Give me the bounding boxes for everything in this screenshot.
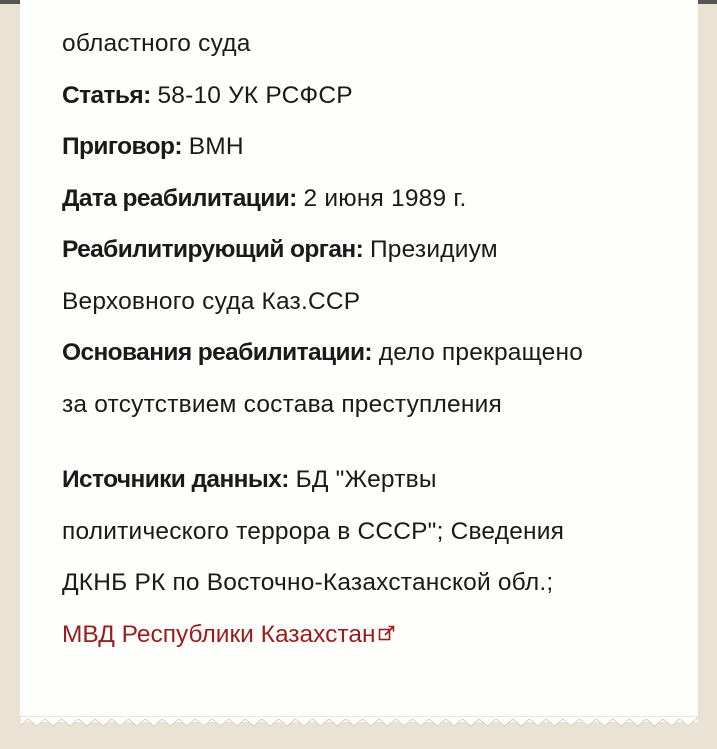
rehab-date-line bbox=[62, 173, 682, 225]
rehab-body-value: Президиум bbox=[370, 236, 498, 263]
mvd-link-text[interactable]: МВД Республики Казахстан bbox=[62, 620, 376, 648]
court-line bbox=[62, 18, 682, 70]
sources-line-3 bbox=[62, 557, 682, 609]
record-content bbox=[62, 18, 682, 660]
rehab-body-line bbox=[62, 224, 682, 276]
external-link-icon[interactable] bbox=[378, 624, 396, 642]
sources-text-cont-2: ДКНБ РК по Восточно-Казахстанской обл.; bbox=[62, 569, 554, 596]
rehab-grounds-value: дело прекращено bbox=[378, 339, 584, 366]
rehab-grounds-line bbox=[62, 327, 682, 379]
verdict-label: Приговор: bbox=[62, 133, 182, 160]
article-value: 58-10 УК РСФСР bbox=[157, 81, 353, 109]
sources-text: БД "Жертвы bbox=[295, 466, 437, 493]
sources-line bbox=[62, 454, 682, 506]
rehab-grounds-value-cont: за отсутствием состава преступления bbox=[62, 390, 502, 418]
torn-paper-edge bbox=[20, 716, 698, 730]
sources-line-4 bbox=[62, 609, 682, 661]
rehab-grounds-label: Основания реабилитации: bbox=[62, 339, 372, 366]
rehab-date-value: 2 июня 1989 г. bbox=[303, 184, 467, 212]
sources-text-cont: политического террора в СССР"; Сведения bbox=[62, 517, 565, 545]
article-label: Статья: bbox=[62, 81, 151, 109]
verdict-value: ВМН bbox=[188, 133, 244, 160]
rehab-body-value-cont: Верховного суда Каз.ССР bbox=[62, 287, 361, 315]
rehab-grounds-line-2 bbox=[62, 379, 682, 431]
rehab-body-line-2 bbox=[62, 276, 682, 328]
rehab-date-label: Дата реабилитации: bbox=[62, 184, 297, 212]
sources-label: Источники данных: bbox=[62, 466, 289, 493]
article-line bbox=[62, 70, 682, 122]
sources-line-2 bbox=[62, 506, 682, 558]
court-text: областного суда bbox=[62, 30, 251, 57]
verdict-line bbox=[62, 121, 682, 173]
rehab-body-label: Реабилитирующий орган: bbox=[62, 236, 364, 263]
mvd-kazakhstan-link[interactable] bbox=[62, 621, 396, 648]
